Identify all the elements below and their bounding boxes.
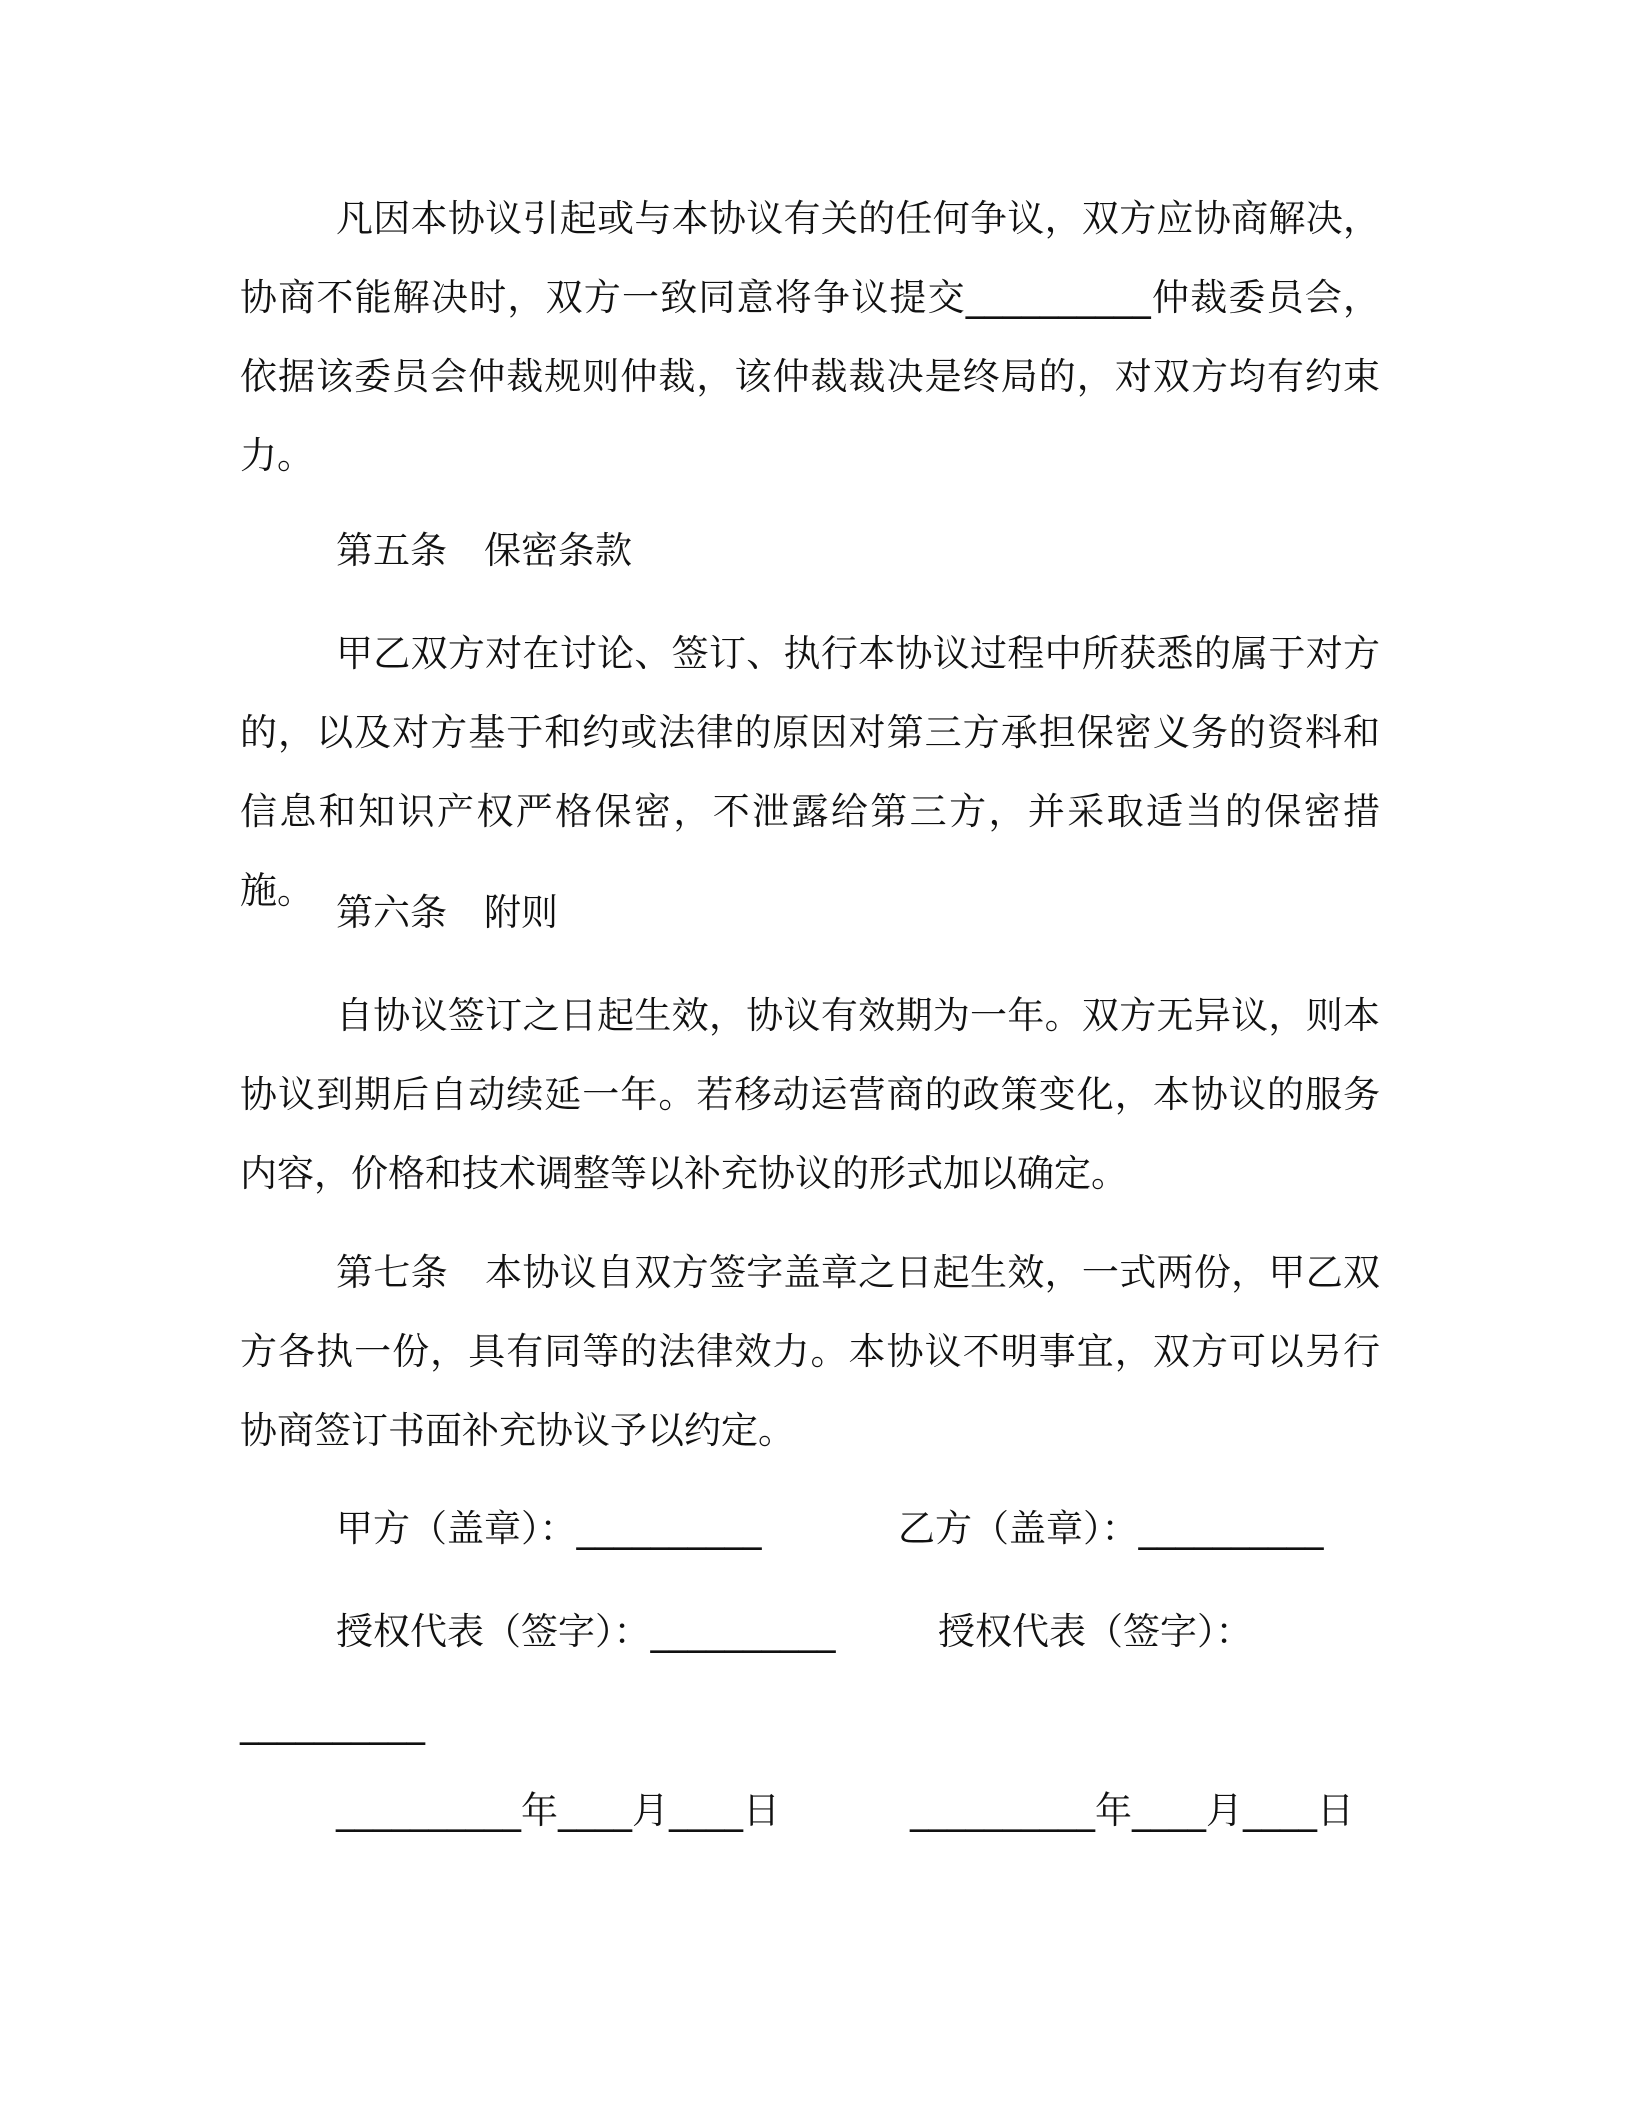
article7-body: 第七条 本协议自双方签字盖章之日起生效，一式两份，甲乙双方各执一份，具有同等的法律效力。本协议不明事宜，双方可以另行协商签订书面补充协议予以约定。 (240, 1251, 1380, 1452)
party-b-seal: 乙方（盖章）：__________ (898, 1507, 1324, 1550)
party-a-representative: 授权代表（签字）：__________ (336, 1610, 836, 1653)
article5-heading: 第五条 保密条款 (336, 529, 632, 572)
article6-heading: 第六条 附则 (336, 891, 558, 934)
party-a-date: __________年____月____日 (336, 1789, 780, 1832)
article6-body: 自协议签订之日起生效，协议有效期为一年。双方无异议，则本协议到期后自动续延一年。若移动运营商的政策变化，本协议的服务内容，价格和技术调整等以补充协议的形式加以确定。 (240, 994, 1380, 1195)
party-b-date: __________年____月____日 (910, 1789, 1354, 1832)
article5-body: 甲乙双方对在讨论、签订、执行本协议过程中所获悉的属于对方的，以及对方基于和约或法律的原因对第三方承担保密义务的资料和信息和知识产权严格保密，不泄露给第三方，并采取适当的保密措施。 (240, 632, 1380, 912)
party-b-representative: 授权代表（签字）： (938, 1610, 1253, 1653)
party-b-representative-blank: __________ (240, 1702, 425, 1745)
party-a-seal: 甲方（盖章）：__________ (336, 1507, 762, 1550)
arbitration-paragraph: 凡因本协议引起或与本协议有关的任何争议，双方应协商解决，协商不能解决时，双方一致同意将争议提交__________仲裁委员会，依据该委员会仲裁规则仲裁，该仲裁裁决是终局的，对双方均有约束力。 (240, 197, 1380, 477)
